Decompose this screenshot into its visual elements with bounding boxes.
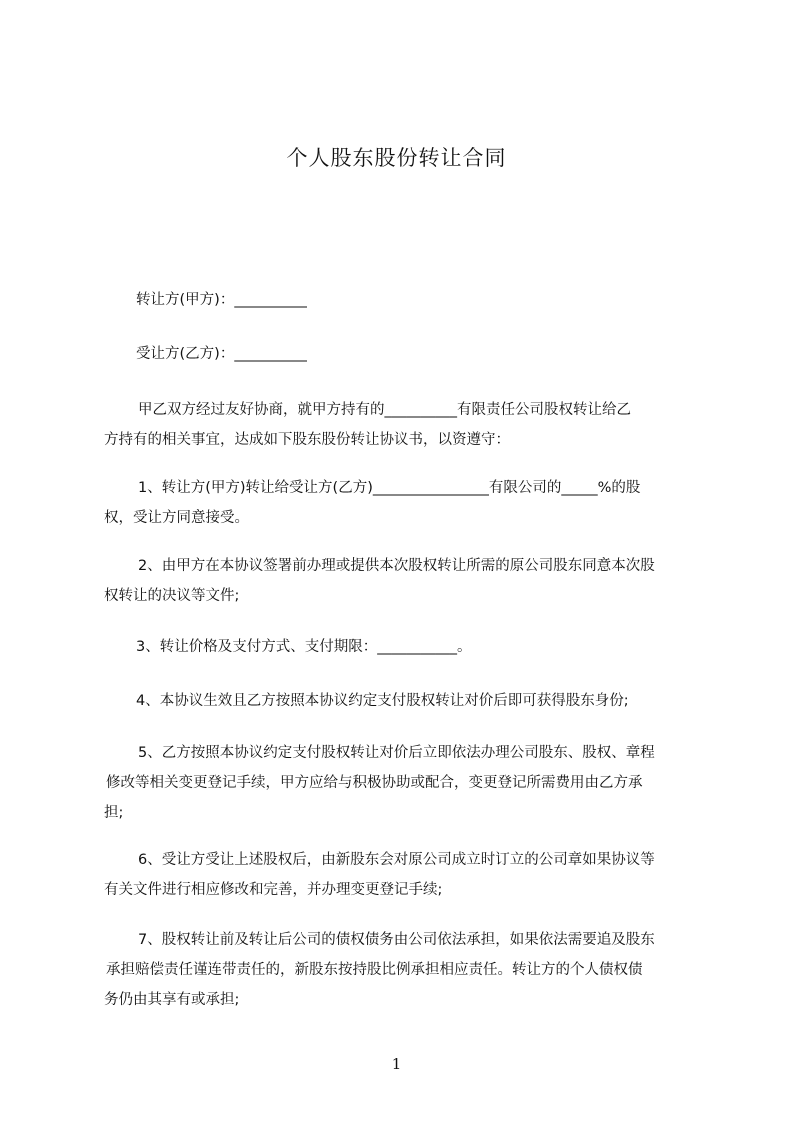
clause-7-line-2: 承担赔偿责任谨连带责任的，新股东按持股比例承担相应责任。转让方的个人债权债	[106, 962, 643, 978]
clause-7-line-1: 7、股权转让前及转让后公司的债权债务由公司依法承担，如果依法需要追及股东	[138, 932, 655, 948]
clause-6-line-2: 有关文件进行相应修改和完善，并办理变更登记手续;	[104, 882, 443, 898]
intro-paragraph	[104, 395, 716, 455]
transferee-line: 受让方(乙方)：__________	[136, 346, 307, 362]
clause-5	[104, 738, 716, 828]
clause-1-line-1: 1、转让方(甲方)转让给受让方(乙方)________________有限公司的_____%的股	[138, 480, 641, 496]
document-title: 个人股东股份转让合同	[286, 146, 507, 170]
page-number: 1	[391, 1055, 402, 1073]
clause-2	[104, 551, 716, 611]
clause-5-line-2: 修改等相关变更登记手续，甲方应给与积极协助或配合，变更登记所需费用由乙方承	[106, 775, 643, 791]
clause-4	[104, 686, 716, 716]
clause-7-line-3: 务仍由其享有或承担;	[104, 992, 240, 1008]
transferor-line: 转让方(甲方)：__________	[136, 292, 307, 308]
clause-5-line-1: 5、乙方按照本协议约定支付股权转让对价后立即依法办理公司股东、股权、章程	[138, 745, 655, 761]
intro-line-2: 方持有的相关事宜，达成如下股东股份转让协议书，以资遵守：	[104, 432, 510, 448]
clause-7	[104, 925, 716, 1015]
clause-6	[104, 845, 716, 905]
clause-6-line-1: 6、受让方受让上述股权后，由新股东会对原公司成立时订立的公司章如果协议等	[138, 852, 655, 868]
clause-4-line-1: 4、本协议生效且乙方按照本协议约定支付股权转让对价后即可获得股东身份;	[136, 693, 629, 709]
intro-line-1: 甲乙双方经过友好协商，就甲方持有的__________有限责任公司股权转让给乙	[138, 402, 631, 418]
clause-3-line-1: 3、转让价格及支付方式、支付期限：___________。	[136, 639, 472, 655]
clause-5-line-3: 担;	[104, 805, 124, 821]
clause-2-line-2: 权转让的决议等文件;	[104, 588, 240, 604]
clause-3	[104, 632, 716, 662]
clause-2-line-1: 2、由甲方在本协议签署前办理或提供本次股权转让所需的原公司股东同意本次股	[138, 558, 655, 574]
clause-1-line-2: 权，受让方同意接受。	[104, 510, 249, 526]
clause-1	[104, 473, 716, 533]
